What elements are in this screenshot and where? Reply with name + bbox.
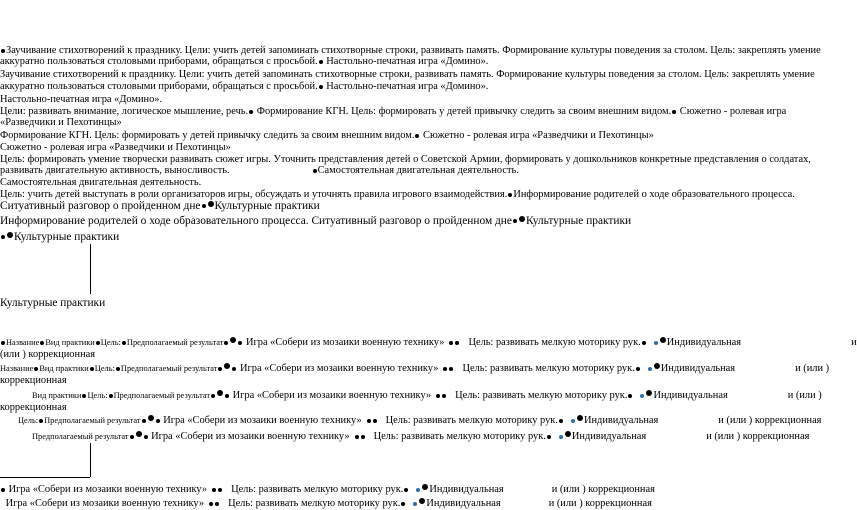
bullet-icon	[419, 498, 425, 504]
bullet-icon	[116, 367, 120, 371]
bullet-icon	[355, 435, 359, 439]
text-line-6: Цели: развивать внимание, логическое мышление, речь. Формирование КГН. Цель: формировать у детей привычку следить за своим внешним видом. Сюжетно - ролевая игра	[0, 106, 787, 117]
section-heading: Культурные практики	[0, 297, 106, 309]
text-line-12: Самостоятельная двигательная деятельность.	[0, 177, 202, 188]
bullet-icon	[519, 216, 525, 222]
bullet-icon	[211, 394, 215, 398]
bullet-icon	[565, 431, 571, 437]
bullet-icon	[443, 367, 447, 371]
bullet-icon	[249, 110, 253, 114]
bullet-icon	[209, 502, 213, 506]
bullet-icon	[7, 232, 13, 238]
bullet-icon	[449, 341, 453, 345]
bullet-icon	[225, 394, 229, 398]
bullet-icon	[1, 488, 5, 492]
bullet-icon	[34, 367, 38, 371]
bullet-icon	[547, 435, 551, 439]
bullet-icon	[646, 390, 652, 396]
bullet-icon	[654, 363, 660, 369]
bullet-icon	[672, 110, 676, 114]
text-line-7: «Разведчики и Пехотинцы»	[0, 117, 122, 128]
bullet-icon	[422, 484, 428, 490]
bottom-row: Игра «Собери из мозаики военную технику» Цель: развивать мелкую моторику рук. Индивидуальная и (или ) коррекционная	[3, 498, 652, 509]
text-line-9: Сюжетно - ролевая игра «Разведчики и Пехотинцы»	[0, 142, 231, 153]
bullet-icon	[39, 419, 43, 423]
bullet-icon	[559, 435, 563, 439]
bullet-icon	[455, 341, 459, 345]
bullet-icon	[654, 341, 658, 345]
bullet-icon	[136, 431, 142, 437]
divider	[0, 477, 90, 478]
bullet-icon	[442, 394, 446, 398]
bullet-icon	[1, 235, 5, 239]
bullet-icon	[224, 363, 230, 369]
text-line-16: Культурные практики	[0, 232, 119, 244]
table-row: Цель: Предполагаемый результат Игра «Собери из мозаики военную технику» Цель: развивать мелкую моторику рук. Индивидуальная и (или ) коррекционная	[18, 415, 822, 426]
bullet-icon	[230, 337, 236, 343]
bullet-icon	[218, 488, 222, 492]
text-line-8: Формирование КГН. Цель: формировать у детей привычку следить за своим внешним видом. Сюжетно - ролевая игра «Разведчики и Пехотинцы»	[0, 130, 654, 141]
bullet-icon	[208, 201, 214, 207]
bullet-icon	[436, 394, 440, 398]
bullet-icon	[212, 488, 216, 492]
bullet-icon	[148, 415, 154, 421]
bullet-icon	[508, 193, 512, 197]
bullet-icon	[577, 415, 583, 421]
bullet-icon	[82, 394, 86, 398]
bullet-icon	[401, 502, 405, 506]
bullet-icon	[232, 367, 236, 371]
text-line-15: Информирование родителей о ходе образовательного процесса. Ситуативный разговор о пройденном дне Культурные практики	[0, 215, 632, 227]
bullet-icon	[367, 419, 371, 423]
bullet-icon	[404, 488, 408, 492]
bullet-icon	[202, 204, 206, 208]
text-line-14: Ситуативный разговор о пройденном дне Культурные практики	[0, 200, 320, 212]
bullet-icon	[1, 341, 5, 345]
bullet-icon	[130, 435, 134, 439]
text-line-3: Заучивание стихотворений к празднику. Цели: учить детей запоминать стихотворные строки, развивать память. Формирование культуры поведения за столом. Цель: закреплять умение	[0, 69, 815, 80]
bullet-icon	[1, 49, 5, 53]
bullet-icon	[238, 341, 242, 345]
bullet-icon	[559, 419, 563, 423]
bullet-icon	[319, 60, 323, 64]
bullet-icon	[224, 341, 228, 345]
bullet-icon	[319, 85, 323, 89]
bullet-icon	[313, 169, 317, 173]
bullet-icon	[122, 341, 126, 345]
table-row: Название Вид практики Цель: Предполагаемый результат Игра «Собери из мозаики военную технику» Цель: развивать мелкую моторику рук. Индивидуальная и	[0, 337, 857, 349]
table-row-cont: коррекционная	[0, 402, 67, 413]
table-row: Вид практики Цель: Предполагаемый результат Игра «Собери из мозаики военную технику» Цель: развивать мелкую моторику рук. Индивидуальная и (или )	[32, 390, 822, 401]
bullet-icon	[142, 419, 146, 423]
bullet-icon	[96, 341, 100, 345]
bullet-icon	[215, 502, 219, 506]
divider	[90, 244, 91, 294]
table-row-cont: (или ) коррекционная	[0, 349, 96, 360]
table-row-cont: коррекционная	[0, 375, 67, 386]
text-line-1: Заучивание стихотворений к празднику. Цели: учить детей запоминать стихотворные строки, развивать память. Формирование культуры поведения за столом. Цель: закреплять умение	[0, 45, 821, 57]
bullet-icon	[373, 419, 377, 423]
bullet-icon	[217, 390, 223, 396]
bullet-icon	[218, 367, 222, 371]
text-line-5: Настольно-печатная игра «Домино».	[0, 94, 163, 105]
bullet-icon	[156, 419, 160, 423]
table-row: Название Вид практики Цель: Предполагаемый результат Игра «Собери из мозаики военную технику» Цель: развивать мелкую моторику рук. Индивидуальная и (или )	[0, 363, 830, 374]
bullet-icon	[40, 341, 44, 345]
text-line-10: Цель: формировать умение творчески развивать сюжет игры. Уточнить представления детей о Советской Армии, формировать у дошкольников конкретные представления о солдатах,	[0, 154, 811, 165]
bullet-icon	[144, 435, 148, 439]
text-line-2: аккуратно пользоваться столовыми приборами, обращаться с просьбой. Настольно-печатная игра «Домино».	[0, 56, 489, 67]
bullet-icon	[90, 367, 94, 371]
bottom-row: Игра «Собери из мозаики военную технику» Цель: развивать мелкую моторику рук. Индивидуальная и (или ) коррекционная	[0, 484, 655, 496]
text-line-11: развивать двигательную активность, выносливость. Самостоятельная двигательная деятельность.	[0, 165, 519, 176]
bullet-icon	[109, 394, 113, 398]
bullet-icon	[648, 367, 652, 371]
bullet-icon	[413, 502, 417, 506]
divider	[90, 443, 91, 477]
text-line-4: аккуратно пользоваться столовыми приборами, обращаться с просьбой. Настольно-печатная игра «Домино».	[0, 81, 489, 92]
bullet-icon	[449, 367, 453, 371]
bullet-icon	[628, 394, 632, 398]
bullet-icon	[640, 394, 644, 398]
text-line-13: Цель: учить детей выступать в роли организаторов игры, обсуждать и уточнять правила игрового взаимодействия. Информирование родителей о ходе образовательного процесса.	[0, 189, 795, 200]
bullet-icon	[571, 419, 575, 423]
bullet-icon	[416, 488, 420, 492]
bullet-icon	[415, 134, 419, 138]
bullet-icon	[361, 435, 365, 439]
bullet-icon	[636, 367, 640, 371]
bullet-icon	[513, 219, 517, 223]
table-row: Предполагаемый результат Игра «Собери из мозаики военную технику» Цель: развивать мелкую моторику рук. Индивидуальная и (или ) коррекционная	[32, 431, 810, 442]
bullet-icon	[660, 337, 666, 343]
bullet-icon	[642, 341, 646, 345]
